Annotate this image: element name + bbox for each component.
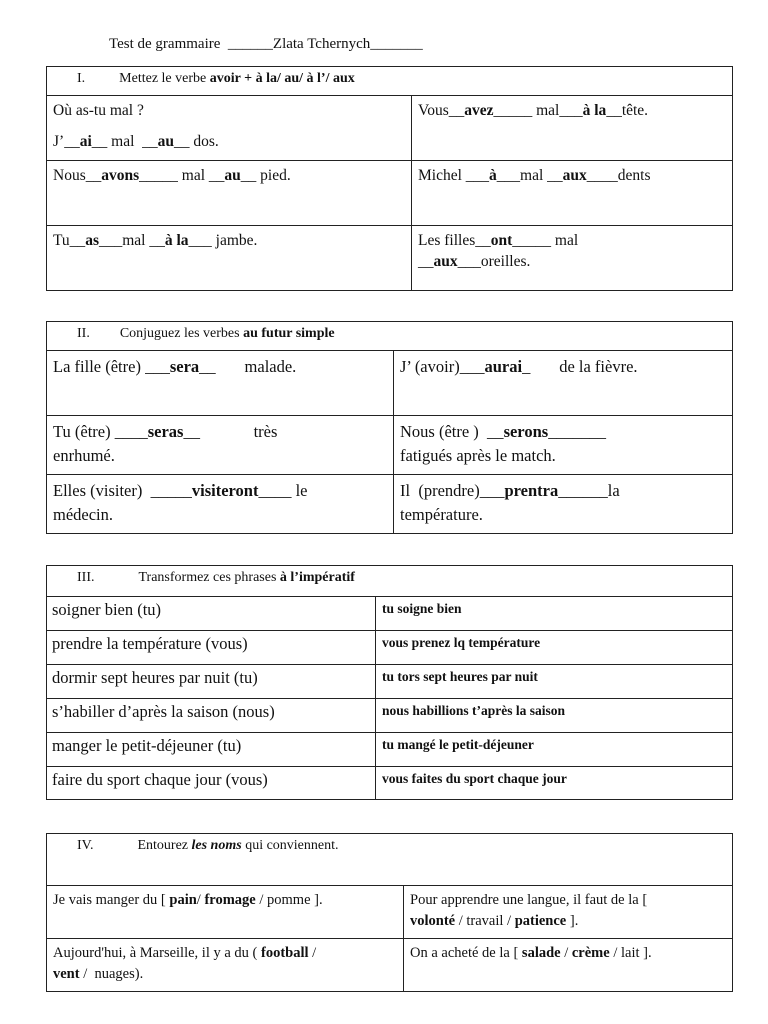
exercise-cell: Tu__as___mal __à la___ jambe. xyxy=(47,226,412,291)
exercise-cell: Vous__avez_____ mal___à la__tête. xyxy=(412,96,733,161)
exercise-cell: On a acheté de la [ salade / crème / lait ]. xyxy=(404,939,733,992)
test-title: Test de grammaire ______Zlata Tchernych_______ xyxy=(109,36,423,52)
section-instruction-bold: avoir + à la/ au/ à l’/ aux xyxy=(209,71,355,86)
prompt-cell: manger le petit-déjeuner (tu) xyxy=(47,733,376,767)
exercise-cell xyxy=(47,96,412,161)
section-1-header xyxy=(47,67,733,96)
exercise-cell: Nous (être ) __serons_______ fatigués après le match. xyxy=(394,416,733,475)
section-number: III. xyxy=(77,570,95,585)
answer-cell: tu tors sept heures par nuit xyxy=(376,665,733,699)
exercise-cell: Pour apprendre une langue, il faut de la [ volonté / travail / patience ]. xyxy=(404,886,733,939)
exercise-cell: J’ (avoir)___aurai_ de la fièvre. xyxy=(394,351,733,416)
section-number: I. xyxy=(77,71,86,86)
exercise-cell: Michel ___à___mal __aux____dents xyxy=(412,161,733,226)
section-4-header xyxy=(47,834,733,886)
prompt-cell: faire du sport chaque jour (vous) xyxy=(47,767,376,800)
answer-cell: vous prenez lq température xyxy=(376,631,733,665)
prompt-cell: prendre la température (vous) xyxy=(47,631,376,665)
exercise-cell: Les filles__ont_____ mal __aux___oreilles. xyxy=(412,226,733,291)
section-instruction: Entourez xyxy=(137,838,188,853)
prompt-cell: dormir sept heures par nuit (tu) xyxy=(47,665,376,699)
exercise-cell: Aujourd'hui, à Marseille, il y a du ( football / vent / nuages). xyxy=(47,939,404,992)
exercise-cell: Elles (visiter) _____visiteront____ le médecin. xyxy=(47,475,394,534)
section-instruction-post: qui conviennent. xyxy=(245,838,339,853)
section-number: II. xyxy=(77,326,90,341)
exercise-cell: Je vais manger du [ pain/ fromage / pomme ]. xyxy=(47,886,404,939)
exercise-cell: La fille (être) ___sera__ malade. xyxy=(47,351,394,416)
section-1-table xyxy=(46,66,733,291)
answer-cell: nous habillions t’après la saison xyxy=(376,699,733,733)
section-instruction: Transformez ces phrases xyxy=(138,570,277,585)
exercise-cell: Tu (être) ____seras__ très enrhumé. xyxy=(47,416,394,475)
section-instruction-em: les noms xyxy=(191,838,242,853)
exercise-cell: Nous__avons_____ mal __au__ pied. xyxy=(47,161,412,226)
prompt-cell: soigner bien (tu) xyxy=(47,597,376,631)
answer-cell: tu soigne bien xyxy=(376,597,733,631)
section-2-header xyxy=(47,322,733,351)
section-instruction-bold: au futur simple xyxy=(243,326,335,341)
section-instruction: Mettez le verbe xyxy=(119,71,207,86)
section-3-table xyxy=(46,565,733,800)
section-2-table xyxy=(46,321,733,534)
section-4-table xyxy=(46,833,733,992)
section-instruction-bold: à l’impératif xyxy=(279,570,355,585)
section-instruction: Conjuguez les verbes xyxy=(119,326,240,341)
answer-text: J’__ai__ mal __au__ dos. xyxy=(53,133,219,150)
section-3-header xyxy=(47,566,733,597)
answer-cell: tu mangé le petit-déjeuner xyxy=(376,733,733,767)
exercise-cell: Il (prendre)___prentra______la température. xyxy=(394,475,733,534)
prompt-cell: s’habiller d’après la saison (nous) xyxy=(47,699,376,733)
answer-cell: vous faites du sport chaque jour xyxy=(376,767,733,800)
question-text: Où as-tu mal ? xyxy=(53,102,144,119)
section-number: IV. xyxy=(77,838,94,853)
